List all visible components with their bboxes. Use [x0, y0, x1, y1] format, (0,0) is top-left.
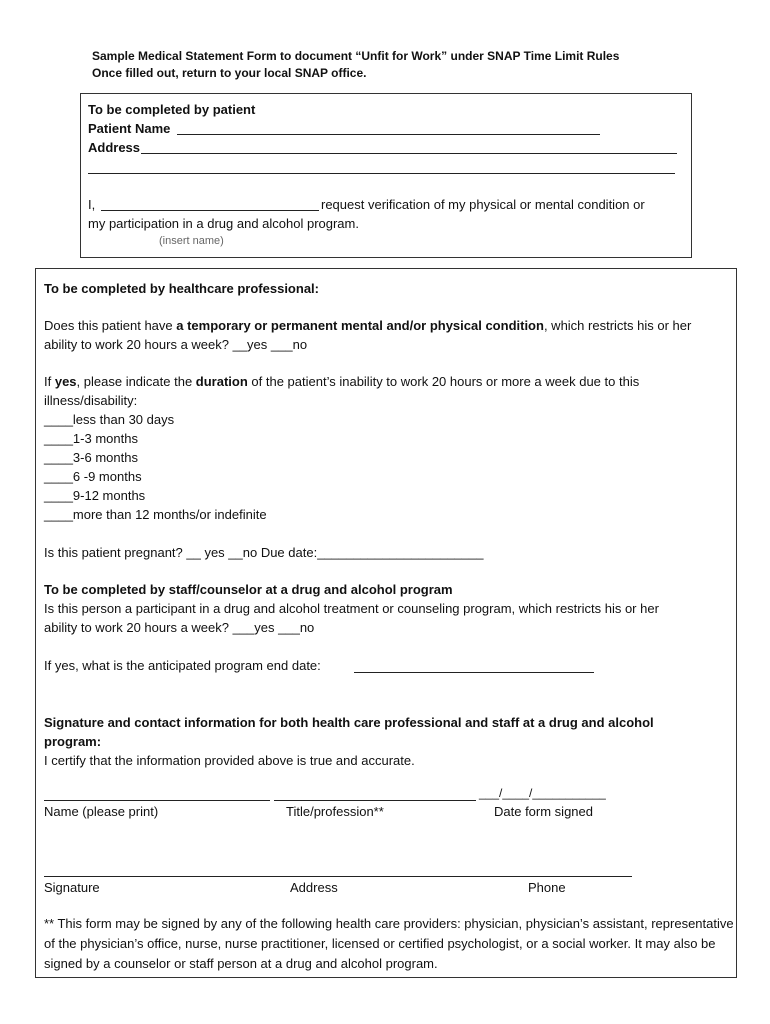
- professional-section-title: To be completed by healthcare professional:: [44, 281, 319, 296]
- duration-option[interactable]: ____less than 30 days: [44, 412, 175, 427]
- condition-question-line2[interactable]: ability to work 20 hours a week? __yes ___no: [44, 337, 308, 352]
- condition-question-suffix: , which restricts his or her: [543, 318, 692, 333]
- date-signed-label: Date form signed: [494, 804, 593, 819]
- request-text-line2: my participation in a drug and alcohol program.: [88, 216, 359, 231]
- patient-address-field[interactable]: [141, 153, 677, 154]
- duration-option[interactable]: ____more than 12 months/or indefinite: [44, 507, 267, 522]
- form-header: [92, 48, 619, 82]
- header-line-1: Sample Medical Statement Form to document “Unfit for Work” under SNAP Time Limit Rules: [92, 49, 620, 63]
- duration-option[interactable]: ____6 -9 months: [44, 469, 142, 484]
- duration-question: [44, 372, 639, 391]
- duration-option[interactable]: ____3-6 months: [44, 450, 138, 465]
- header-line-2: Once filled out, return to your local SNAP office.: [92, 66, 367, 80]
- duration-q-b: , please indicate the: [76, 374, 196, 389]
- drug-question-line2[interactable]: ability to work 20 hours a week? ___yes ___no: [44, 620, 315, 635]
- duration-option[interactable]: ____9-12 months: [44, 488, 146, 503]
- signature-address-phone-field[interactable]: [44, 876, 632, 877]
- duration-q-a: If: [44, 374, 55, 389]
- duration-option[interactable]: ____1-3 months: [44, 431, 138, 446]
- patient-address-field-line2[interactable]: [88, 173, 675, 174]
- program-end-date-label: If yes, what is the anticipated program end date:: [44, 658, 321, 673]
- footnote: ** This form may be signed by any of the following health care providers: physician, physician’s assistant, representative of the physician’s office, nurse, nurse practitioner, licensed or certified psychologist, or a social worker. It may also be signed by a counselor or staff person at a drug and alcohol program.: [44, 916, 734, 971]
- healthcare-professional-section: [35, 268, 737, 978]
- name-print-field[interactable]: [44, 800, 270, 801]
- patient-section-title: To be completed by patient: [88, 102, 256, 117]
- drug-question-line1: Is this person a participant in a drug and alcohol treatment or counseling program, which restricts his or her: [44, 601, 659, 616]
- duration-q-yes: yes: [54, 374, 77, 389]
- name-print-label: Name (please print): [44, 804, 159, 819]
- patient-name-label: Patient Name: [88, 121, 171, 136]
- program-end-date-field[interactable]: [354, 672, 594, 673]
- pregnancy-question[interactable]: Is this patient pregnant? __ yes __no Due date:_______________________: [44, 545, 484, 560]
- title-profession-field[interactable]: [274, 800, 476, 801]
- signature-section-title-line2: program:: [44, 734, 102, 749]
- duration-q-duration: duration: [195, 374, 248, 389]
- condition-question: [44, 316, 691, 335]
- request-prefix: I,: [88, 197, 96, 212]
- drug-section-title: To be completed by staff/counselor at a drug and alcohol program: [44, 582, 453, 597]
- patient-address-label: Address: [88, 140, 141, 155]
- patient-name-field[interactable]: [177, 134, 600, 135]
- address-label: Address: [290, 880, 338, 895]
- duration-q-c: of the patient’s inability to work 20 hours or more a week due to this: [247, 374, 640, 389]
- patient-section: [80, 93, 692, 258]
- request-text: request verification of my physical or mental condition or: [321, 197, 645, 212]
- signature-section-title: Signature and contact information for both health care professional and staff at a drug and alcohol: [44, 715, 654, 730]
- phone-label: Phone: [528, 880, 566, 895]
- duration-question-line2: illness/disability:: [44, 393, 138, 408]
- request-name-field[interactable]: [101, 210, 319, 211]
- date-signed-field[interactable]: ___/____/___________: [479, 786, 606, 800]
- title-profession-label: Title/profession**: [286, 804, 384, 819]
- signature-label: Signature: [44, 880, 100, 895]
- condition-question-bold: a temporary or permanent mental and/or physical condition: [176, 318, 544, 333]
- insert-name-hint: (insert name): [159, 235, 224, 247]
- condition-question-prefix: Does this patient have: [44, 318, 177, 333]
- certify-statement: I certify that the information provided above is true and accurate.: [44, 753, 415, 768]
